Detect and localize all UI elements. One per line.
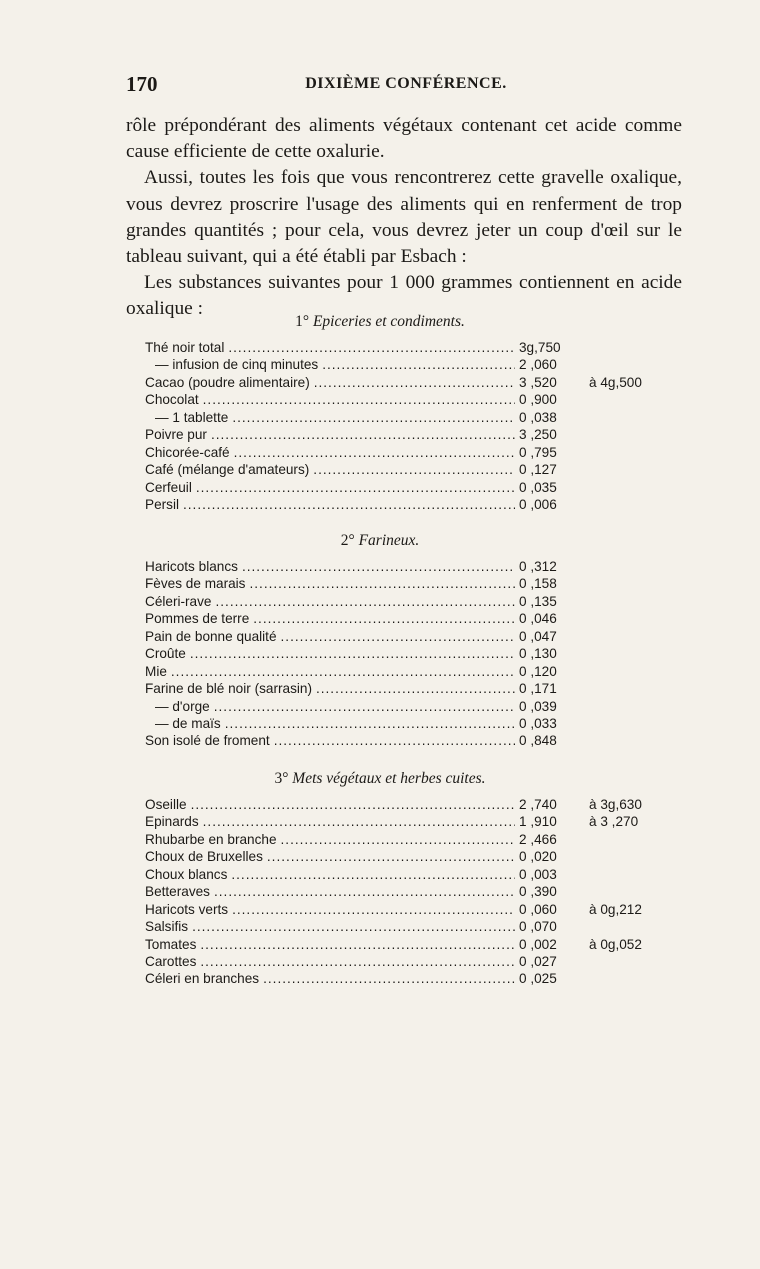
table-row: Farine de blé noir (sarrasin) ..... 0 ,171 [145,681,705,698]
table-row: Salsifis ..... 0 ,070 [145,919,705,936]
table-row: Céleri-rave ..... 0 ,135 [145,594,705,611]
table-row: Rhubarbe en branche ..... 2 ,466 [145,832,705,849]
table-row: Chicorée-café ..... 0 ,795 [145,445,705,462]
section-title: 1° Epiceries et condiments. [295,313,465,330]
table-row: Tomates ..... 0 ,002 à 0g,052 [145,937,705,954]
table-row: Choux de Bruxelles ..... 0 ,020 [145,849,705,866]
paragraph: rôle prépondérant des aliments végétaux contenant cet acide comme cause efficiente de cette oxalurie. [126,115,682,163]
table-row: Choux blancs ..... 0 ,003 [145,867,705,884]
table-row: Croûte ..... 0 ,130 [145,646,705,663]
table-row: Poivre pur ..... 3 ,250 [145,427,705,444]
paragraph: Les substances suivantes pour 1 000 grammes contiennent en acide oxalique : [126,272,682,320]
table-row: Persil ..... 0 ,006 [145,497,705,514]
table-row: Oseille ..... 2 ,740 à 3g,630 [145,797,705,814]
table-row: — infusion de cinq minutes ..... 2 ,060 [145,357,705,374]
table-row: Cerfeuil ..... 0 ,035 [145,480,705,497]
table-row: Epinards ..... 1 ,910 à 3 ,270 [145,814,705,831]
table-row: Haricots verts ..... 0 ,060 à 0g,212 [145,902,705,919]
section-title: 2° Farineux. [340,532,420,549]
table-row: — 1 tablette ..... 0 ,038 [145,410,705,427]
page-header [126,72,686,102]
body-text [126,113,682,323]
chapter-title: DIXIÈME CONFÉRENCE. [305,75,507,92]
table-row: Betteraves ..... 0 ,390 [145,884,705,901]
section-title: 3° Mets végétaux et herbes cuites. [274,770,486,787]
table-epiceries [145,340,705,514]
table-row: Cacao (poudre alimentaire) ..... 3 ,520 à 4g,500 [145,375,705,392]
table-row: Chocolat ..... 0 ,900 [145,392,705,409]
table-row: Pommes de terre ..... 0 ,046 [145,611,705,628]
table-row: Son isolé de froment ..... 0 ,848 [145,733,705,750]
table-row: Café (mélange d'amateurs) ..... 0 ,127 [145,462,705,479]
table-row: Haricots blancs ..... 0 ,312 [145,559,705,576]
table-row: Carottes ..... 0 ,027 [145,954,705,971]
table-row: Fèves de marais ..... 0 ,158 [145,576,705,593]
table-row: — de maïs ..... 0 ,033 [145,716,705,733]
table-farineux [145,559,705,751]
table-row: Céleri en branches ..... 0 ,025 [145,971,705,988]
table-row: Pain de bonne qualité ..... 0 ,047 [145,629,705,646]
table-row: Thé noir total ..... 3g,750 [145,340,705,357]
table-row: — d'orge ..... 0 ,039 [145,699,705,716]
paragraph: Aussi, toutes les fois que vous rencontrerez cette gravelle oxalique, vous devrez proscrire l'usage des aliments qui en renferment de trop grandes quantités ; pour cela, vous devrez jeter un coup d'œil sur le tableau suivant, qui a été établi par Esbach : [126,167,682,268]
table-row: Mie ..... 0 ,120 [145,664,705,681]
table-mets-vegetaux [145,797,705,989]
page-number: 170 [126,72,158,96]
